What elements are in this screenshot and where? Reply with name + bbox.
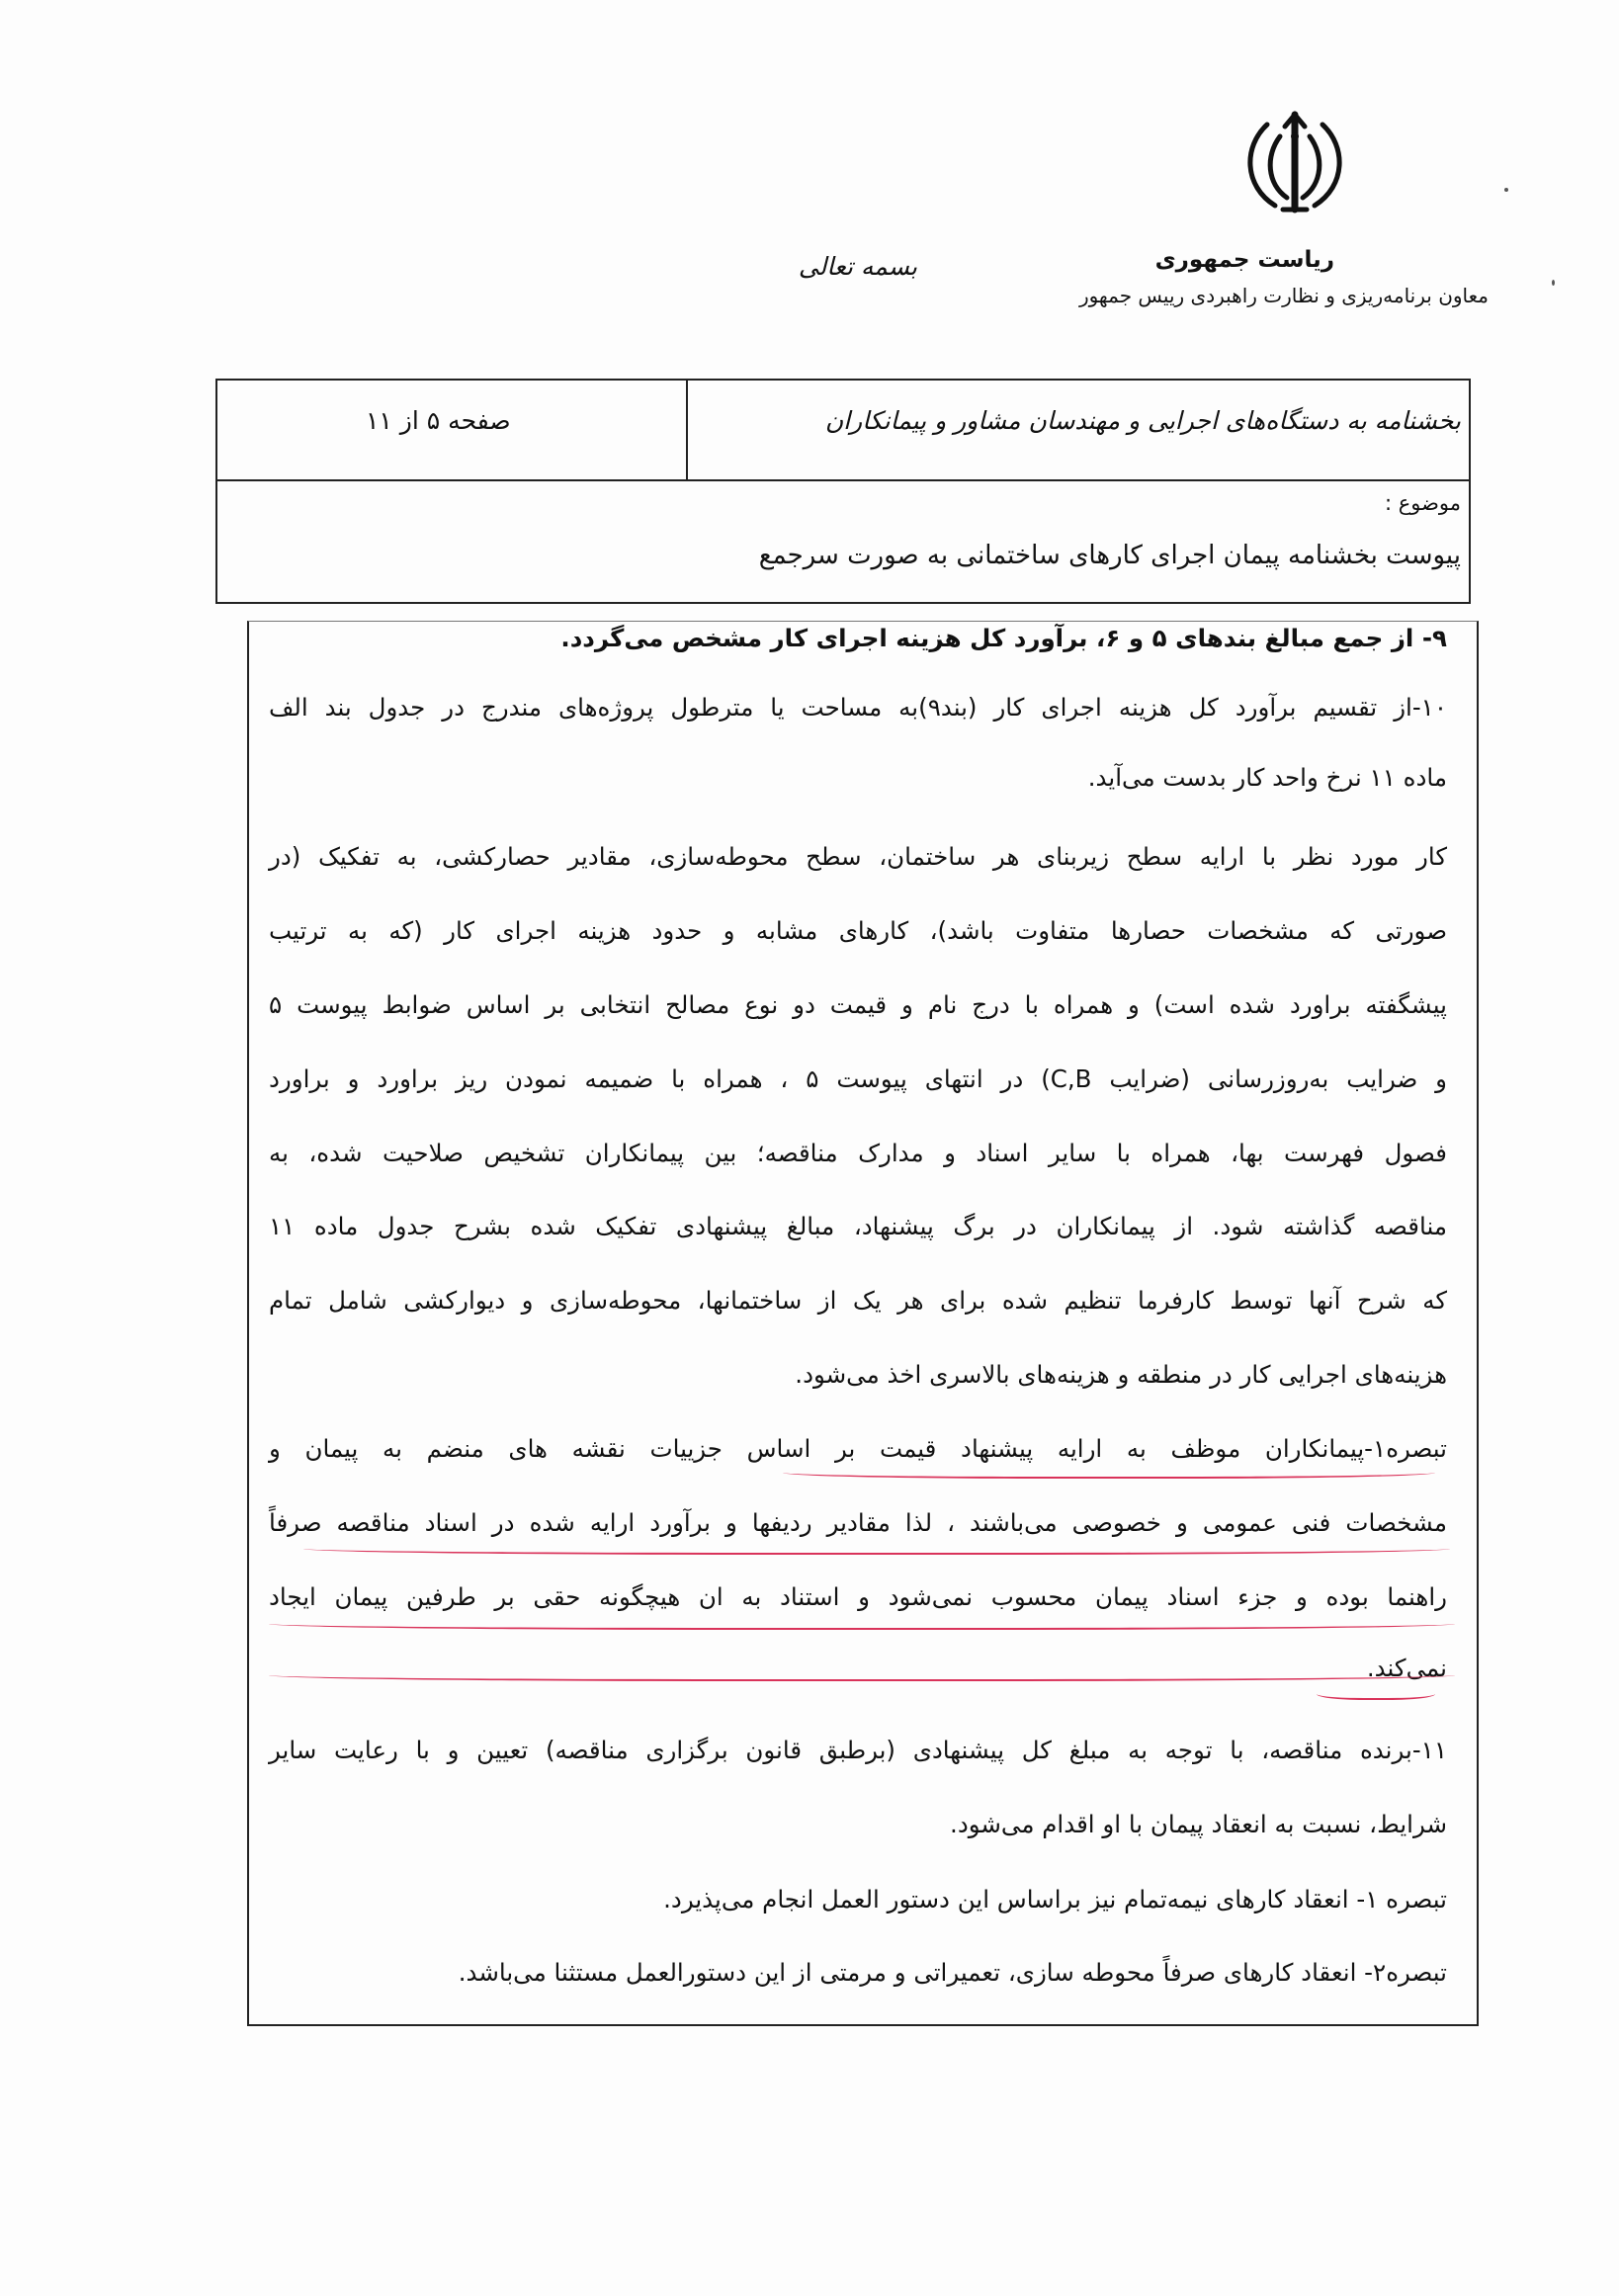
organization-name: ریاست جمهوری (1154, 247, 1334, 273)
body-line: که شرح آنها توسط کارفرما تنظیم شده برای هر یک از ساختمانها، محوطه‌سازی و دیوارکشی شامل تمام (269, 1286, 1447, 1315)
body-line: فصول فهرست بها، همراه با سایر اسناد و مدارک مناقصه؛ بین پیمانکاران تشخیص صلاحیت شده، به (269, 1139, 1447, 1167)
iran-emblem-icon (1236, 107, 1354, 225)
body-line: کار مورد نظر با ارایه سطح زیربنای هر ساختمان، سطح محوطه‌سازی، مقادیر حصارکشی، به تفکیک (در (269, 842, 1447, 871)
body-line: پیشگفته براورد شده است) و همراه با درج نام و قیمت دو نوع مصالح انتخابی بر اساس ضوابط پیوست ۵ (269, 990, 1447, 1019)
subject-label: موضوع : (1384, 491, 1461, 515)
body-line: ۹- از جمع مبالغ بندهای ۵ و ۶، برآورد کل هزینه اجرای کار مشخص می‌گردد. (560, 624, 1447, 652)
title-row (217, 381, 1469, 481)
handwritten-underline (1317, 1692, 1435, 1700)
body-line: ۱۰-از تقسیم برآورد کل هزینه اجرای کار (بند۹)به مساحت یا مترطول پروژه‌های مندرج در جدول بند الف (269, 693, 1447, 722)
handwritten-underline (269, 1669, 1455, 1681)
body-line: صورتی که مشخصات حصارها متفاوت باشد)، کارهای مشابه و حدود هزینه اجرای کار (که به ترتیب (269, 916, 1447, 945)
body-line: ۱۱-برنده مناقصه، با توجه به مبلغ کل پیشنهادی (برطبق قانون برگزاری مناقصه) تعیین و با رعایت سایر (269, 1736, 1447, 1764)
page-number: صفحه ۵ از ۱۱ (366, 406, 511, 435)
body-line: راهنما بوده و جزء اسناد پیمان محسوب نمی‌شود و استناد به ان هیچگونه حقی بر طرفین پیمان ایجاد (269, 1582, 1447, 1611)
body-line: مناقصه گذاشته شود. از پیمانکاران در برگ پیشنهاد، مبالغ پیشنهادی تفکیک شده بشرح جدول ماده ۱۱ (269, 1212, 1447, 1240)
body-line: ماده ۱۱ نرخ واحد کار بدست می‌آید. (1087, 763, 1447, 792)
body-line: تبصره۱-پیمانکاران موظف به ارایه پیشنهاد قیمت بر اساس جزییات نقشه های منضم به پیمان و (269, 1434, 1447, 1463)
body-box (247, 621, 1479, 2026)
title-row-divider (686, 381, 688, 479)
body-line: شرایط، نسبت به انعقاد پیمان با او اقدام می‌شود. (950, 1810, 1447, 1838)
scan-speck (1552, 280, 1555, 286)
body-line: هزینه‌های اجرایی کار در منطقه و هزینه‌های بالاسری اخذ می‌شود. (795, 1360, 1447, 1389)
circular-title: بخشنامه به دستگاه‌های اجرایی و مهندسان مشاور و پیمانکاران (824, 406, 1461, 435)
emblem-dot (1291, 132, 1299, 140)
body-line: مشخصات فنی عمومی و خصوصی می‌باشند ، لذا مقادیر ردیفها و برآورد ارایه شده در اسناد مناقصه صرفاً (269, 1508, 1447, 1537)
title-box (215, 379, 1471, 604)
body-line: و ضرایب به‌روزرسانی (ضرایب C,B) در انتهای پیوست ۵ ، همراه با ضمیمه نمودن ریز براورد و براورد (269, 1064, 1448, 1093)
body-line: نمی‌کند. (1366, 1654, 1447, 1682)
scan-speck (1504, 188, 1508, 192)
body-line: تبصره۲- انعقاد کارهای صرفاً محوطه سازی، تعمیراتی و مرمتی از این دستورالعمل مستثنا می‌باشد. (458, 1958, 1447, 1987)
invocation-text: بسمه تعالی (798, 252, 917, 281)
handwritten-underline (303, 1543, 1450, 1555)
subject-title: پیوست بخشنامه پیمان اجرای کارهای ساختمانی به صورت سرجمع (758, 541, 1461, 570)
body-line: تبصره ۱- انعقاد کارهای نیمه‌تمام نیز براساس این دستور العمل انجام می‌پذیرد. (663, 1885, 1447, 1913)
suborganization-name: معاون برنامه‌ریزی و نظارت راهبردی رییس جمهور (1078, 284, 1489, 307)
handwritten-underline (269, 1618, 1455, 1630)
handwritten-underline (783, 1469, 1435, 1479)
